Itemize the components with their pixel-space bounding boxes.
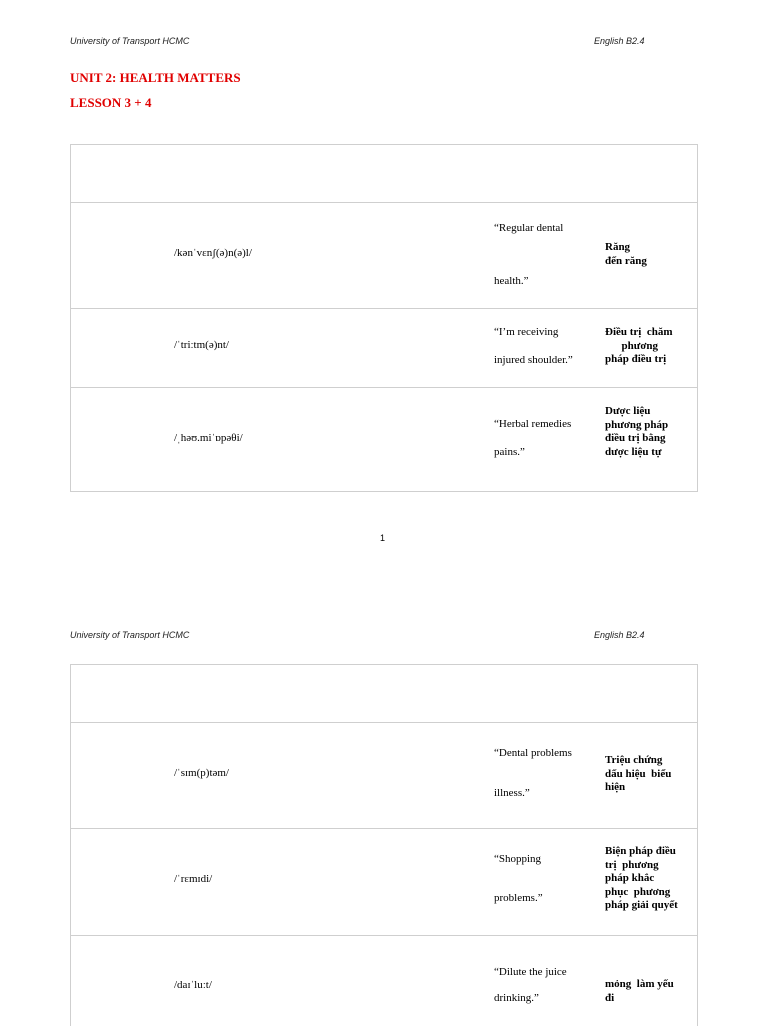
vocab-table-1 <box>70 144 698 492</box>
table-row: /daɪˈluːt/ “Dilute the juice drinking.” mỏng làm yếu đi <box>71 935 697 1026</box>
table-header-row <box>71 665 697 722</box>
phonetic: /kənˈvɛnʃ(ə)n(ə)l/ <box>174 247 252 259</box>
table-row: /kənˈvɛnʃ(ə)n(ə)l/ “Regular dental health.” Răng đến răng <box>71 202 697 308</box>
phonetic: /ˈrɛmɪdi/ <box>174 873 213 885</box>
vocab-table-2 <box>70 664 698 1026</box>
phonetic: /ˌhəʊ.miˈɒpəθi/ <box>174 432 243 444</box>
page-number: 1 <box>380 533 386 543</box>
header-left: University of Transport HCMC <box>70 630 190 640</box>
meaning: Điều trị chăm phương pháp điều trị <box>605 326 673 365</box>
header-right: English B2.4 <box>594 630 645 640</box>
header-right: English B2.4 <box>594 36 645 46</box>
phonetic: /daɪˈluːt/ <box>174 979 212 991</box>
phonetic: /ˈsɪm(p)təm/ <box>174 767 229 779</box>
table-header-row <box>71 145 697 202</box>
header-left: University of Transport HCMC <box>70 36 190 46</box>
table-row: /ˈrɛmɪdi/ “Shopping problems.” Biện pháp điều trị phương pháp khắc phục phương pháp giải quyết <box>71 828 697 935</box>
meaning: Răng đến răng <box>605 241 647 267</box>
meaning: Dược liệu phương pháp điều trị bằng dược liệu tự <box>605 405 669 458</box>
table-row: /ˈtriːtm(ə)nt/ “I’m receiving injured shoulder.” Điều trị chăm phương pháp điều trị <box>71 308 697 387</box>
meaning: mỏng làm yếu đi <box>605 978 674 1004</box>
phonetic: /ˈtriːtm(ə)nt/ <box>174 339 229 351</box>
lesson-title: LESSON 3 + 4 <box>70 95 152 110</box>
table-row: /ˌhəʊ.miˈɒpəθi/ “Herbal remedies pains.” Dược liệu phương pháp điều trị bằng dược liệu tự <box>71 387 697 491</box>
meaning: Biện pháp điều trị phương pháp khắc phục phương pháp giải quyết <box>605 845 678 911</box>
unit-title: UNIT 2: HEALTH MATTERS <box>70 70 241 85</box>
meaning: Triệu chứng dấu hiệu biểu hiện <box>605 754 672 793</box>
table-row: /ˈsɪm(p)təm/ “Dental problems illness.” Triệu chứng dấu hiệu biểu hiện <box>71 722 697 828</box>
